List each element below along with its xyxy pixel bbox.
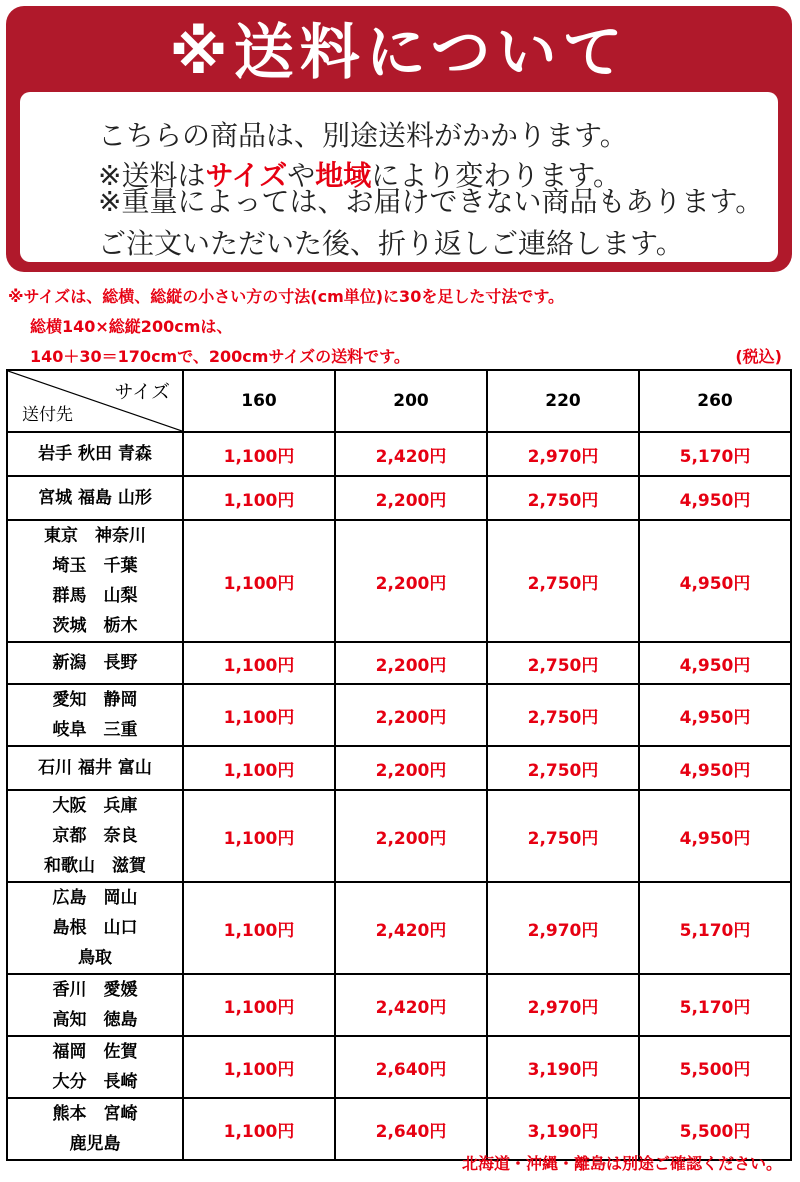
region-line: 高知 徳島: [52, 1010, 138, 1030]
region-line: 大分 長崎: [52, 1072, 138, 1092]
price-cell: 5,500円: [639, 1098, 791, 1160]
region-cell: [7, 432, 183, 476]
price-cell: 4,950円: [639, 746, 791, 790]
price-cell: 2,750円: [487, 746, 639, 790]
region-line: 埼玉 千葉: [52, 556, 138, 576]
price-cell: 5,500円: [639, 1036, 791, 1098]
region-cell: [7, 642, 183, 684]
region-line: 新潟 長野: [52, 653, 138, 673]
price-cell: 2,640円: [335, 1098, 487, 1160]
header-corner-cell: [7, 370, 183, 432]
table-row: [7, 684, 791, 746]
price-cell: 4,950円: [639, 684, 791, 746]
price-cell: 4,950円: [639, 476, 791, 520]
price-cell: 1,100円: [183, 476, 335, 520]
price-cell: 2,200円: [335, 684, 487, 746]
region-line: 島根 山口: [52, 918, 138, 938]
region-line: 愛知 静岡: [52, 690, 138, 710]
banner-title: ※送料について: [169, 18, 629, 88]
price-cell: 2,640円: [335, 1036, 487, 1098]
header-size-label: サイズ: [114, 381, 170, 403]
remote-area-note: 北海道・沖縄・離島は別途ご確認ください。: [461, 1154, 782, 1173]
price-cell: 4,950円: [639, 520, 791, 642]
banner-line-1: こちらの商品は、別途送料がかかります。: [98, 119, 628, 152]
price-cell: 3,190円: [487, 1098, 639, 1160]
table-row: [7, 520, 791, 642]
price-cell: 2,200円: [335, 520, 487, 642]
price-cell: 2,200円: [335, 476, 487, 520]
table-row: [7, 746, 791, 790]
region-cell: [7, 1036, 183, 1098]
price-cell: 5,170円: [639, 432, 791, 476]
region-line: 岐阜 三重: [52, 720, 138, 740]
region-cell: [7, 790, 183, 882]
price-cell: 2,420円: [335, 882, 487, 974]
table-row: [7, 790, 791, 882]
price-cell: 2,750円: [487, 684, 639, 746]
price-cell: 2,750円: [487, 642, 639, 684]
tax-included-label: (税込): [735, 347, 782, 366]
line2-post: により変わります。: [371, 159, 622, 192]
price-cell: 2,750円: [487, 790, 639, 882]
price-cell: 2,970円: [487, 432, 639, 476]
shipping-fee-table: [6, 369, 792, 1161]
region-line: 鳥取: [78, 948, 112, 968]
price-cell: 4,950円: [639, 790, 791, 882]
region-cell: [7, 882, 183, 974]
region-line: 和歌山 滋賀: [44, 856, 146, 876]
price-cell: 1,100円: [183, 1036, 335, 1098]
region-cell: [7, 746, 183, 790]
shipping-banner: [6, 6, 792, 272]
price-cell: 2,970円: [487, 882, 639, 974]
region-cell: [7, 520, 183, 642]
price-cell: 1,100円: [183, 684, 335, 746]
price-cell: 2,420円: [335, 974, 487, 1036]
price-cell: 1,100円: [183, 746, 335, 790]
region-cell: [7, 684, 183, 746]
region-line: 岩手 秋田 青森: [38, 444, 152, 464]
price-cell: 1,100円: [183, 1098, 335, 1160]
header-size-260: 260: [639, 370, 791, 432]
price-cell: 2,750円: [487, 476, 639, 520]
region-line: 香川 愛媛: [52, 980, 138, 1000]
line2-pre: ※送料は: [98, 159, 206, 192]
region-cell: [7, 476, 183, 520]
table-row: [7, 476, 791, 520]
price-cell: 5,170円: [639, 882, 791, 974]
table-row: [7, 1036, 791, 1098]
table-row: [7, 642, 791, 684]
region-line: 鹿児島: [69, 1134, 121, 1154]
price-cell: 4,950円: [639, 642, 791, 684]
region-cell: [7, 974, 183, 1036]
banner-line-4: ご注文いただいた後、折り返しご連絡します。: [98, 227, 684, 260]
table-row: [7, 974, 791, 1036]
price-cell: 1,100円: [183, 642, 335, 684]
price-cell: 1,100円: [183, 882, 335, 974]
region-line: 東京 神奈川: [44, 526, 146, 546]
table-row: [7, 882, 791, 974]
region-line: 宮城 福島 山形: [38, 488, 152, 508]
size-example-1: 総横140×総縦200cmは、: [30, 317, 233, 336]
size-example-2: 140＋30＝170cmで、200cmサイズの送料です。: [30, 347, 410, 366]
price-cell: 1,100円: [183, 790, 335, 882]
region-line: 福岡 佐賀: [52, 1042, 138, 1062]
header-size-160: 160: [183, 370, 335, 432]
price-cell: 2,750円: [487, 520, 639, 642]
table-row: [7, 432, 791, 476]
region-line: 大阪 兵庫: [52, 796, 138, 816]
banner-message-box: [20, 92, 778, 262]
header-size-220: 220: [487, 370, 639, 432]
price-cell: 2,200円: [335, 790, 487, 882]
header-destination-label: 送付先: [22, 405, 73, 425]
price-cell: 1,100円: [183, 520, 335, 642]
region-line: 京都 奈良: [52, 826, 138, 846]
region-line: 群馬 山梨: [52, 586, 138, 606]
line2-size-highlight: サイズ: [205, 159, 288, 192]
price-cell: 5,170円: [639, 974, 791, 1036]
line2-mid: や: [287, 159, 316, 192]
region-line: 熊本 宮崎: [52, 1104, 138, 1124]
price-cell: 2,420円: [335, 432, 487, 476]
price-cell: 2,200円: [335, 746, 487, 790]
banner-line-3: ※重量によっては、お届けできない商品もあります。: [98, 185, 764, 218]
price-cell: 1,100円: [183, 432, 335, 476]
region-line: 茨城 栃木: [52, 616, 138, 636]
price-cell: 2,970円: [487, 974, 639, 1036]
region-line: 広島 岡山: [52, 888, 138, 908]
price-cell: 3,190円: [487, 1036, 639, 1098]
size-note: ※サイズは、総横、総縦の小さい方の寸法(cm単位)に30を足した寸法です。: [8, 287, 565, 306]
header-size-200: 200: [335, 370, 487, 432]
line2-region-highlight: 地域: [315, 159, 372, 192]
region-cell: [7, 1098, 183, 1160]
price-cell: 2,200円: [335, 642, 487, 684]
region-line: 石川 福井 富山: [38, 758, 152, 778]
price-cell: 1,100円: [183, 974, 335, 1036]
